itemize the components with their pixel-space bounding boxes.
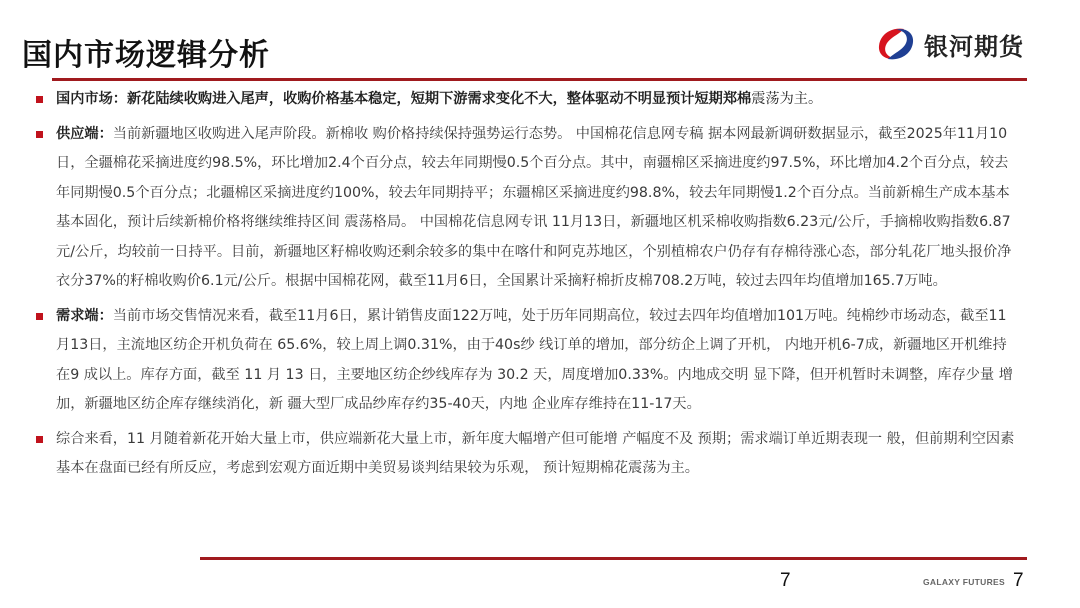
bullet-square-icon <box>36 96 43 103</box>
bullet-supply <box>34 120 1019 297</box>
bullet-text: 震荡为主。 <box>751 91 823 107</box>
company-logo <box>874 26 1024 62</box>
bullet-square-icon <box>36 131 43 138</box>
bullet-bold-text: 新花陆续收购进入尾声，收购价格基本稳定，短期下游需求变化不大，整体驱动不明显预计短期郑棉 <box>126 91 752 107</box>
bullet-text: 当前新疆地区收购进入尾声阶段。新棉收 购价格持续保持强势运行态势。 中国棉花信息网专稿 据本网最新调研数据显示，截至2025年11月10日，全疆棉花采摘进度约98.5%，环比增加2.4个百分点，较去年同期慢0.5个百分点。其中，南疆棉区采摘进度约97.5%，环比增加4.2个百分点，较去年同期慢0.5个百分点；北疆棉区采摘进度约100%，较去年同期持平；东疆棉区采摘进度约98.8%，较去年同期慢1.2个百分点。当前新棉生产成本基本基本固化，预计后续新棉价格将继续维持区间 震荡格局。 中国棉花信息网专讯 11月13日，新疆地区机采棉收购指数6.23元/公斤，手摘棉收购指数6.87元/公斤，均较前一日持平。目前，新疆地区籽棉收购还剩余较多的集中在喀什和阿克苏地区，个别植棉农户仍存有存棉待涨心态，部分轧花厂地头报价净衣分37%的籽棉收购价6.1元/公斤。根据中国棉花网，截至11月6日，全国累计采摘籽棉折皮棉708.2万吨，较过去四年均值增加165.7万吨。 <box>56 125 1012 289</box>
bullet-domestic-market <box>34 85 1019 115</box>
header-divider <box>52 78 1027 81</box>
bullet-lead: 供应端： <box>56 125 113 142</box>
galaxy-futures-logo-icon <box>874 26 918 62</box>
footer-brand: GALAXY FUTURES <box>923 577 1005 587</box>
bullet-lead: 国内市场： <box>56 91 127 107</box>
bullet-text: 综合来看，11 月随着新花开始大量上市，供应端新花大量上市，新年度大幅增产但可能增 产幅度不及 预期；需求端订单近期表现一 般，但前期利空因素基本在盘面已经有所反应，考虑到宏观方面近期中美贸易谈判结果较为乐观， 预计短期棉花震荡为主。 <box>56 430 1015 476</box>
page-title: 国内市场逻辑分析 <box>22 38 270 73</box>
bullet-square-icon <box>36 436 43 443</box>
bullet-square-icon <box>36 313 43 320</box>
bullet-demand <box>34 302 1019 420</box>
bullet-text: 当前市场交售情况来看，截至11月6日，累计销售皮面122万吨，处于历年同期高位，较过去四年均值增加101万吨。纯棉纱市场动态，截至11 月13日，主流地区纺企开机负荷在 65.6%，较上周上调0.31%，由于40s纱 线订单的增加，部分纺企上调了开机， 内地开机6-7成，新疆地区开机维持在9 成以上。库存方面，截至 11 月 13 日，主要地区纺企纱线库存为 30.2 天，周度增加0.33%。内地成交明 显下降，但开机暂时未调整，库存少量 增加，新疆地区纺企库存继续消化，新 疆大型厂成品纱库存约35-40天，内地 企业库存维持在11-17天。 <box>56 307 1013 412</box>
footer-divider <box>200 557 1027 560</box>
page-number: 7 <box>780 570 791 591</box>
company-name: 银河期货 <box>924 32 1024 61</box>
bullet-summary <box>34 425 1019 484</box>
bullet-lead: 需求端： <box>56 307 113 324</box>
content-body <box>34 85 1019 484</box>
page-number-right: 7 <box>1013 570 1024 591</box>
